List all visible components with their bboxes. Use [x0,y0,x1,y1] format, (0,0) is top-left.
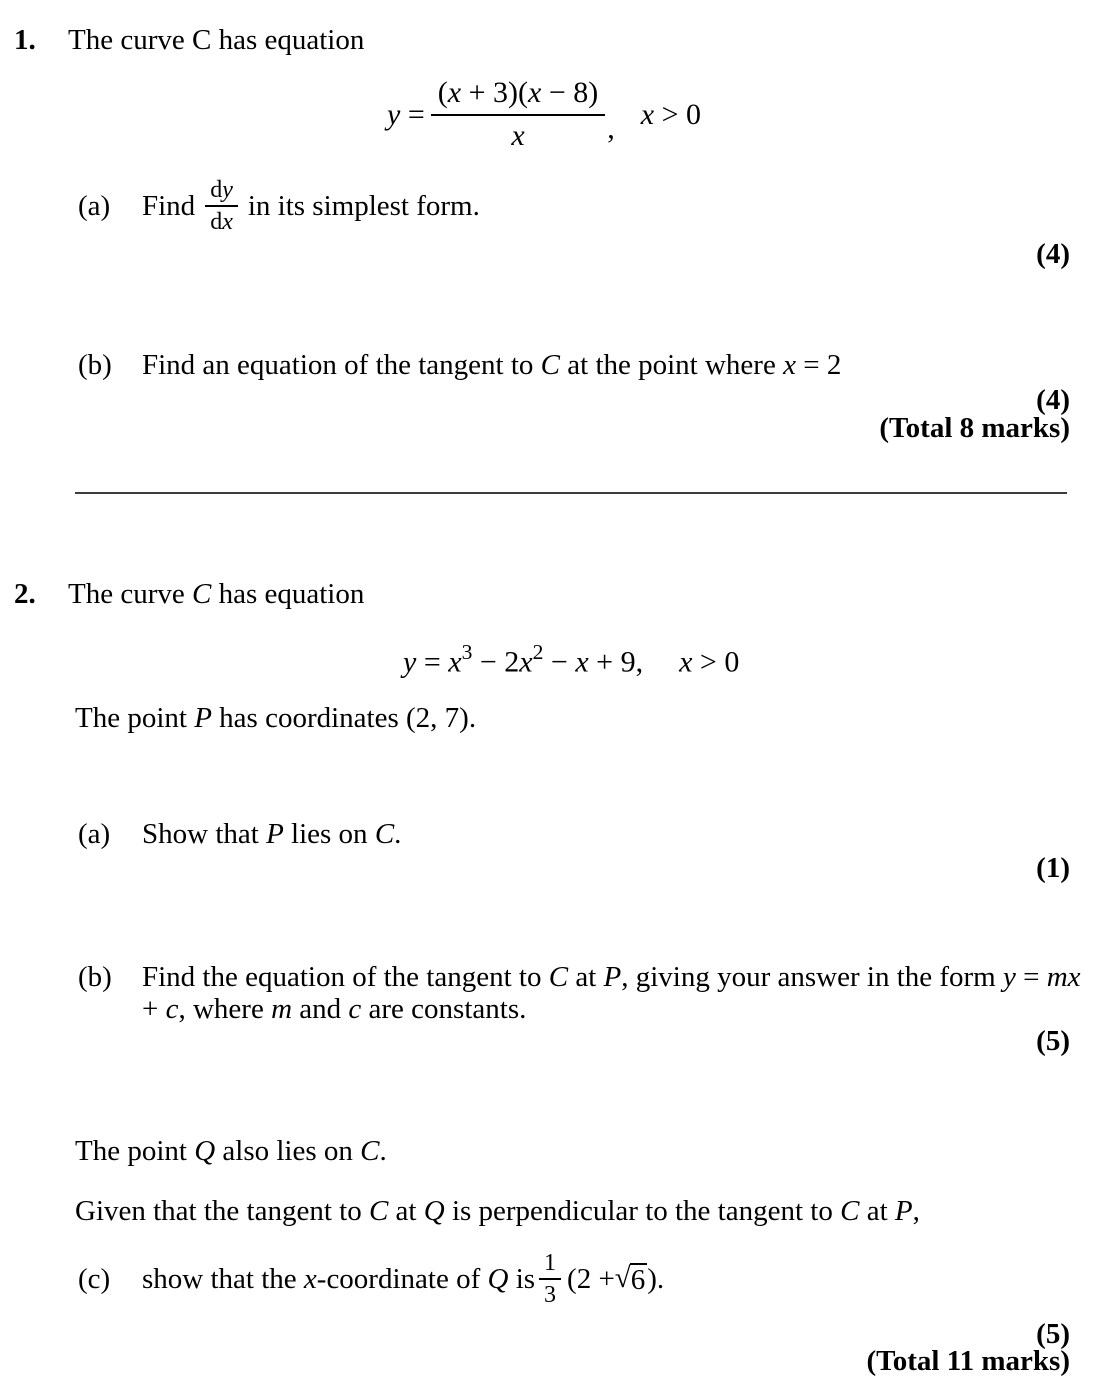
given-statement [75,1195,920,1228]
text-run: C [540,349,561,381]
question-2-number: 2. [14,578,36,610]
radicand: 6 [630,1264,646,1297]
text-run: at [859,1195,895,1227]
text-run: x [519,645,533,679]
text-run: − [543,645,576,679]
marks-q2b: (5) [1036,1025,1070,1057]
text-run: x [448,645,462,679]
text-run: , where [178,993,272,1026]
text-run: P [603,961,622,993]
question-1-part-a [78,177,480,236]
text-run: The point [75,1135,195,1167]
text-run: x [527,76,542,109]
question-2-equation [403,640,739,680]
equation-fraction [431,76,605,153]
text-run: ( [437,76,448,109]
fraction-numerator: 1 [539,1250,561,1280]
total-marks-q1: (Total 8 marks) [879,412,1070,444]
radical-sign: √ [614,1262,631,1295]
text-run: C [368,1195,389,1227]
part-a-label: (a) [78,189,111,222]
text-run: c [348,993,362,1026]
total-marks-q2: (Total 11 marks) [866,1345,1070,1377]
question-1-equation [387,76,701,153]
one-third-fraction [539,1250,561,1309]
question-1-header [14,24,364,57]
text-run: C [360,1135,380,1167]
question-2-part-a [78,818,401,851]
text-run: Given that the tangent to [75,1195,369,1227]
text-run: -coordinate of [316,1262,488,1295]
equation-condition [641,98,701,132]
part-a-post-text: in its simplest form. [247,189,480,222]
text-run: x [222,209,233,236]
equation-lhs [387,98,425,132]
text-run: y [403,645,417,679]
text-run: − 2 [472,645,520,679]
text-run: 3 [461,640,473,664]
question-2-intro [68,578,364,611]
text-run: has coordinates (2, 7). [211,702,477,734]
text-run: . [379,1135,387,1167]
fraction-numerator [205,177,238,207]
text-run: + 9, [588,645,644,679]
part-b-text [142,961,1096,1026]
text-run: at the point where [560,349,784,381]
text-run: x [303,1262,317,1295]
part-c-open-paren: (2 + [567,1262,615,1295]
text-run: P [194,702,212,734]
marks-q1a: (4) [1036,238,1070,270]
question-2-header [14,578,364,611]
marks-q2a: (1) [1036,852,1070,884]
text-run: = [400,97,425,131]
text-run: C [374,818,395,850]
text-run: x [640,97,655,131]
fraction-denominator [210,207,233,235]
equation-text [403,640,739,680]
text-run: Find an equation of the tangent to [142,349,541,381]
text-run: = 2 [795,349,842,381]
text-run: Find the equation of the tangent to [142,961,549,993]
text-run: at [388,1195,424,1227]
question-1-part-b [78,349,841,382]
text-run: C [840,1195,860,1227]
text-run: 2 [532,640,544,664]
text-run: x [679,645,693,679]
text-run: + 3)( [461,76,528,109]
text-run: − 8) [541,76,599,109]
part-c-label: (c) [78,1262,111,1295]
text-run: d [210,209,223,236]
text-run: > 0 [654,97,701,131]
question-1-number: 1. [14,24,36,56]
text-run: lies on [283,818,375,850]
text-run: x [575,645,589,679]
part-c-close-paren: ). [647,1262,665,1295]
part-a-label: (a) [78,818,111,850]
text-run: > 0 [692,645,740,679]
text-run: P [894,1195,913,1227]
text-run: C [548,961,569,993]
text-run: and [292,993,349,1026]
text-run: The curve C has equation [68,24,365,56]
text-run: y [222,177,233,203]
part-c-pre-text [142,1263,535,1296]
text-run: , [912,1195,920,1227]
text-run: m [271,993,293,1026]
text-run: , giving your answer in the form [621,961,1003,993]
text-run: Show that [142,818,267,850]
text-run: is perpendicular to the tangent to [444,1195,841,1227]
text-run: y [387,97,401,131]
equation-comma: , [607,111,615,145]
text-run: is [508,1262,536,1295]
part-b-label: (b) [78,349,112,381]
text-run: The curve [68,578,192,610]
derivative-fraction [205,177,238,236]
text-run: Q [487,1262,509,1295]
text-run: = [416,645,449,679]
question-2-part-c [78,1250,664,1309]
text-run: x [447,76,462,109]
text-run: y [1003,961,1016,993]
text-run: . [394,818,402,850]
text-run: are constants. [361,993,527,1026]
square-root-expression [615,1263,647,1295]
text-run: has equation [211,578,365,610]
text-run: x [511,118,525,152]
fraction-denominator [511,116,524,154]
part-a-text [142,818,401,851]
part-a-pre-text: Find [142,189,196,222]
text-run: = [1015,961,1047,993]
text-run: x [783,349,796,381]
text-run: Q [194,1135,216,1167]
marks-q1b: (4) [1036,384,1070,416]
text-run: C [192,578,212,610]
question-2-part-b [78,961,1096,1026]
point-q-statement [75,1135,387,1168]
text-run: Q [423,1195,445,1227]
section-divider [75,492,1067,494]
text-run: The point [75,702,195,734]
fraction-denominator: 3 [544,1282,557,1309]
text-run: c [165,993,179,1026]
fraction-numerator [431,76,605,116]
text-run: d [210,177,223,203]
question-1-intro [68,24,364,57]
text-run: P [266,818,284,850]
text-run: show that the [142,1262,304,1295]
marks-q2c: (5) [1036,1318,1070,1350]
text-run: also lies on [215,1135,361,1167]
text-run: at [568,961,604,993]
part-b-label: (b) [78,961,112,993]
part-b-text [142,349,841,382]
text-run: mx [1046,961,1081,993]
text-run: + [142,993,166,1026]
point-p-statement [75,702,476,735]
